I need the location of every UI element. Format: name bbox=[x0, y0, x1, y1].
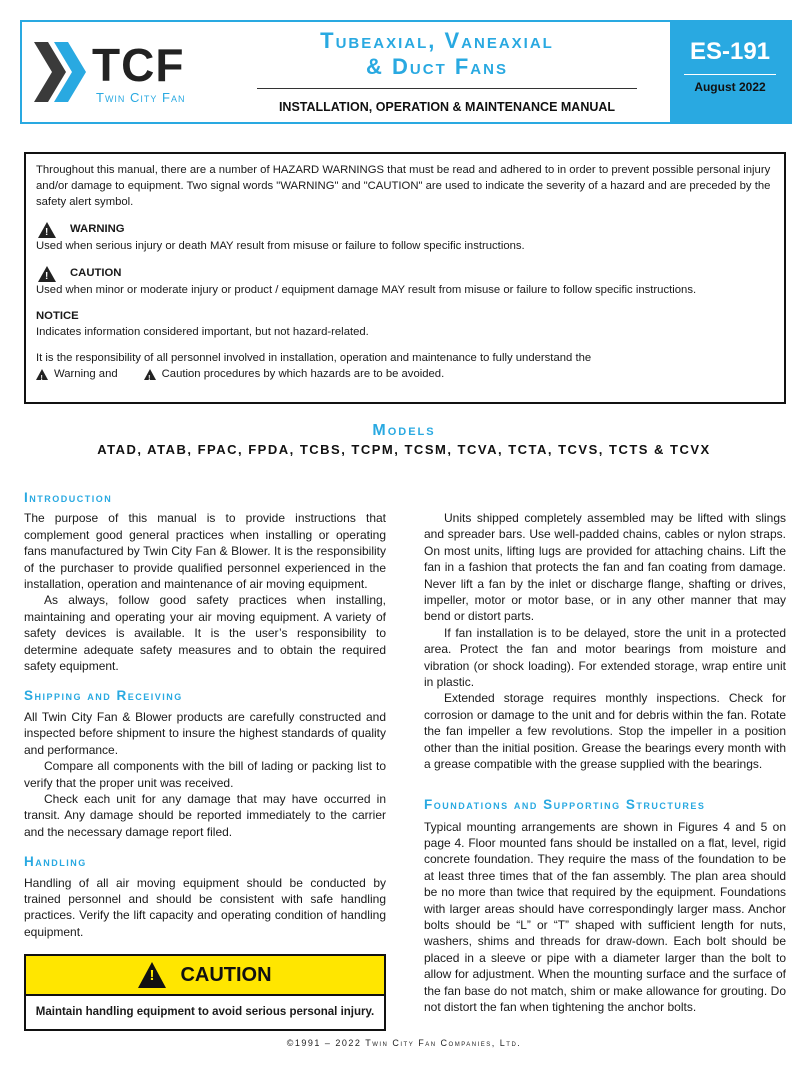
introduction-heading: Introduction bbox=[24, 490, 113, 505]
caution-banner-label: CAUTION bbox=[180, 963, 272, 986]
resp-caution: Caution procedures by which hazards are to be avoided. bbox=[161, 368, 445, 380]
caution-banner-icon bbox=[138, 962, 166, 988]
responsibility-text: It is the responsibility of all personnel involved in installation, operation and maintenance to fully understand the bbox=[36, 352, 592, 364]
document-code-box bbox=[670, 22, 790, 122]
handling-caution-box bbox=[24, 954, 386, 1030]
intro-paragraph-1: The purpose of this manual is to provide instructions that complement good general practices when installing or operating fans manufactured by Twin City Fan & Blower. It is the responsibility of the purchaser to provide qualified personnel experienced in the installation, operation and maintenance of air moving equipment. bbox=[24, 511, 386, 592]
shipping-heading: Shipping and Receiving bbox=[24, 688, 183, 704]
extended-storage-paragraph: Extended storage requires monthly inspections. Check for corrosion or damage to the unit and for debris within the fan. Rotate the fan impeller a few revolutions. Stop the impeller in a position other than the initial position. Grease the bearings every month with a grease compatible with the grease supplied with the bearings. bbox=[424, 691, 786, 772]
code-divider bbox=[684, 74, 776, 75]
notice-label: NOTICE bbox=[36, 310, 79, 322]
caution-label: CAUTION bbox=[70, 267, 122, 279]
title-line-2: & Duct Fans bbox=[366, 54, 508, 79]
resp-warning: Warning and bbox=[54, 368, 118, 380]
models-list: ATAD, ATAB, FPAC, FPDA, TCBS, TCPM, TCSM, TCVA, TCTA, TCVS, TCTS & TCVX bbox=[97, 442, 711, 457]
logo-subtitle: Twin City Fan bbox=[96, 90, 186, 105]
caution-banner bbox=[26, 956, 384, 996]
caution-heading bbox=[36, 264, 774, 282]
shipping-paragraph-1: All Twin City Fan & Blower products are carefully constructed and inspected before shipment to insure the highest standards of quality and performance. bbox=[24, 709, 386, 757]
shipping-paragraph-2: Compare all components with the bill of lading or packing list to verify that the proper unit was received. bbox=[24, 759, 386, 790]
logo-wordmark: TCF bbox=[92, 39, 185, 91]
warning-heading bbox=[36, 220, 774, 238]
title-line-1: Tubeaxial, Vaneaxial bbox=[320, 28, 554, 53]
warning-label: WARNING bbox=[70, 223, 125, 235]
hazard-intro: Throughout this manual, there are a number of HAZARD WARNINGS that must be read and adhered to in order to prevent possible personal injury and/or damage to equipment. Two signal words "WARNING" and "CAUTION" are used to indicate the severity of a hazard and are preceded by the safety alert symbol. bbox=[36, 164, 771, 208]
shipping-paragraph-3: Check each unit for any damage that may have occurred in transit. Any damage should be reported immediately to the carrier and the necessary damage report filed. bbox=[24, 791, 386, 839]
storage-paragraph: If fan installation is to be delayed, store the unit in a protected area. Protect the fan and motor bearings from moisture and vibration (or shock loading). For extended storage, wrap entire unit in plastic. bbox=[424, 625, 786, 690]
warning-small-icon bbox=[36, 369, 48, 380]
handling-heading: Handling bbox=[24, 854, 87, 870]
responsibility-line bbox=[36, 366, 774, 382]
models-heading: Models bbox=[372, 422, 436, 439]
hazard-warnings-box bbox=[24, 152, 786, 404]
foundations-paragraph: Typical mounting arrangements are shown in Figures 4 and 5 on page 4. Floor mounted fans should be installed on a flat, level, rigid concrete foundation. They require the mass of the foundation to be at least three times that of the fan assembly. The plan area should be no more than twice that required by the equipment. Foundations with larger areas should have correspondingly larger mass. Anchor bolts should be “L” or “T” shaped with sufficient length for nuts, washers, shims and threads for draw-down. Each bolt should be placed in a sleeve or pipe with a diameter larger than the bolt to allow for adjustment. When the mounting surface and the surface of the fan base do not match, shim or make allowance for grouting. Do not distort the fan when tightening the anchor bolts. bbox=[424, 819, 786, 1014]
title-divider bbox=[257, 88, 637, 89]
warning-alert-icon bbox=[38, 222, 56, 238]
lifting-paragraph: Units shipped completely assembled may be lifted with slings and spreader bars. Use well-padded chains, cables or nylon straps. On most units, lifting lugs are provided for attaching chains. Lift the fan in a fashion that protects the fan and fan coating from damage. Never lift a fan by the inlet or discharge flange, shafting or drives, impeller, motor or motor base, or in any other manner that may bend or distort parts. bbox=[424, 511, 786, 624]
left-column bbox=[24, 490, 386, 1031]
right-column bbox=[424, 510, 786, 1015]
handling-paragraph-1: Handling of all air moving equipment should be conducted by trained personnel and should be consistent with safe handling practices. Verify the lift capacity and operating condition of handling equipment. bbox=[24, 875, 386, 939]
caution-text: Used when minor or moderate injury or product / equipment damage MAY result from misuse or failure to follow specific instructions. bbox=[36, 284, 697, 296]
caution-small-icon bbox=[144, 369, 156, 380]
document-code: ES-191 bbox=[689, 38, 771, 65]
manual-subtitle: INSTALLATION, OPERATION & MAINTENANCE MANUAL bbox=[278, 100, 616, 114]
document-header bbox=[20, 20, 792, 124]
warning-text: Used when serious injury or death MAY result from misuse or failure to follow specific instructions. bbox=[36, 240, 525, 252]
notice-text: Indicates information considered important, but not hazard-related. bbox=[36, 326, 369, 338]
document-date: August 2022 bbox=[694, 80, 766, 94]
foundations-heading: Foundations and Supporting Structures bbox=[424, 796, 706, 812]
title-area bbox=[237, 28, 637, 80]
caution-alert-icon bbox=[38, 266, 56, 282]
company-logo bbox=[34, 38, 234, 108]
chevron-logo-icon bbox=[34, 42, 90, 102]
intro-paragraph-2: As always, follow good safety practices when installing, maintaining and operating your air moving equipment. A variety of safety devices is available. It is the user’s responsibility to determine adequate safety measures and to obtain the required safety equipment. bbox=[24, 593, 386, 674]
caution-banner-message: Maintain handling equipment to avoid serious personal injury. bbox=[35, 1006, 375, 1019]
copyright-footer: ©1991 – 2022 Twin City Fan Companies, Ltd. bbox=[286, 1038, 522, 1048]
